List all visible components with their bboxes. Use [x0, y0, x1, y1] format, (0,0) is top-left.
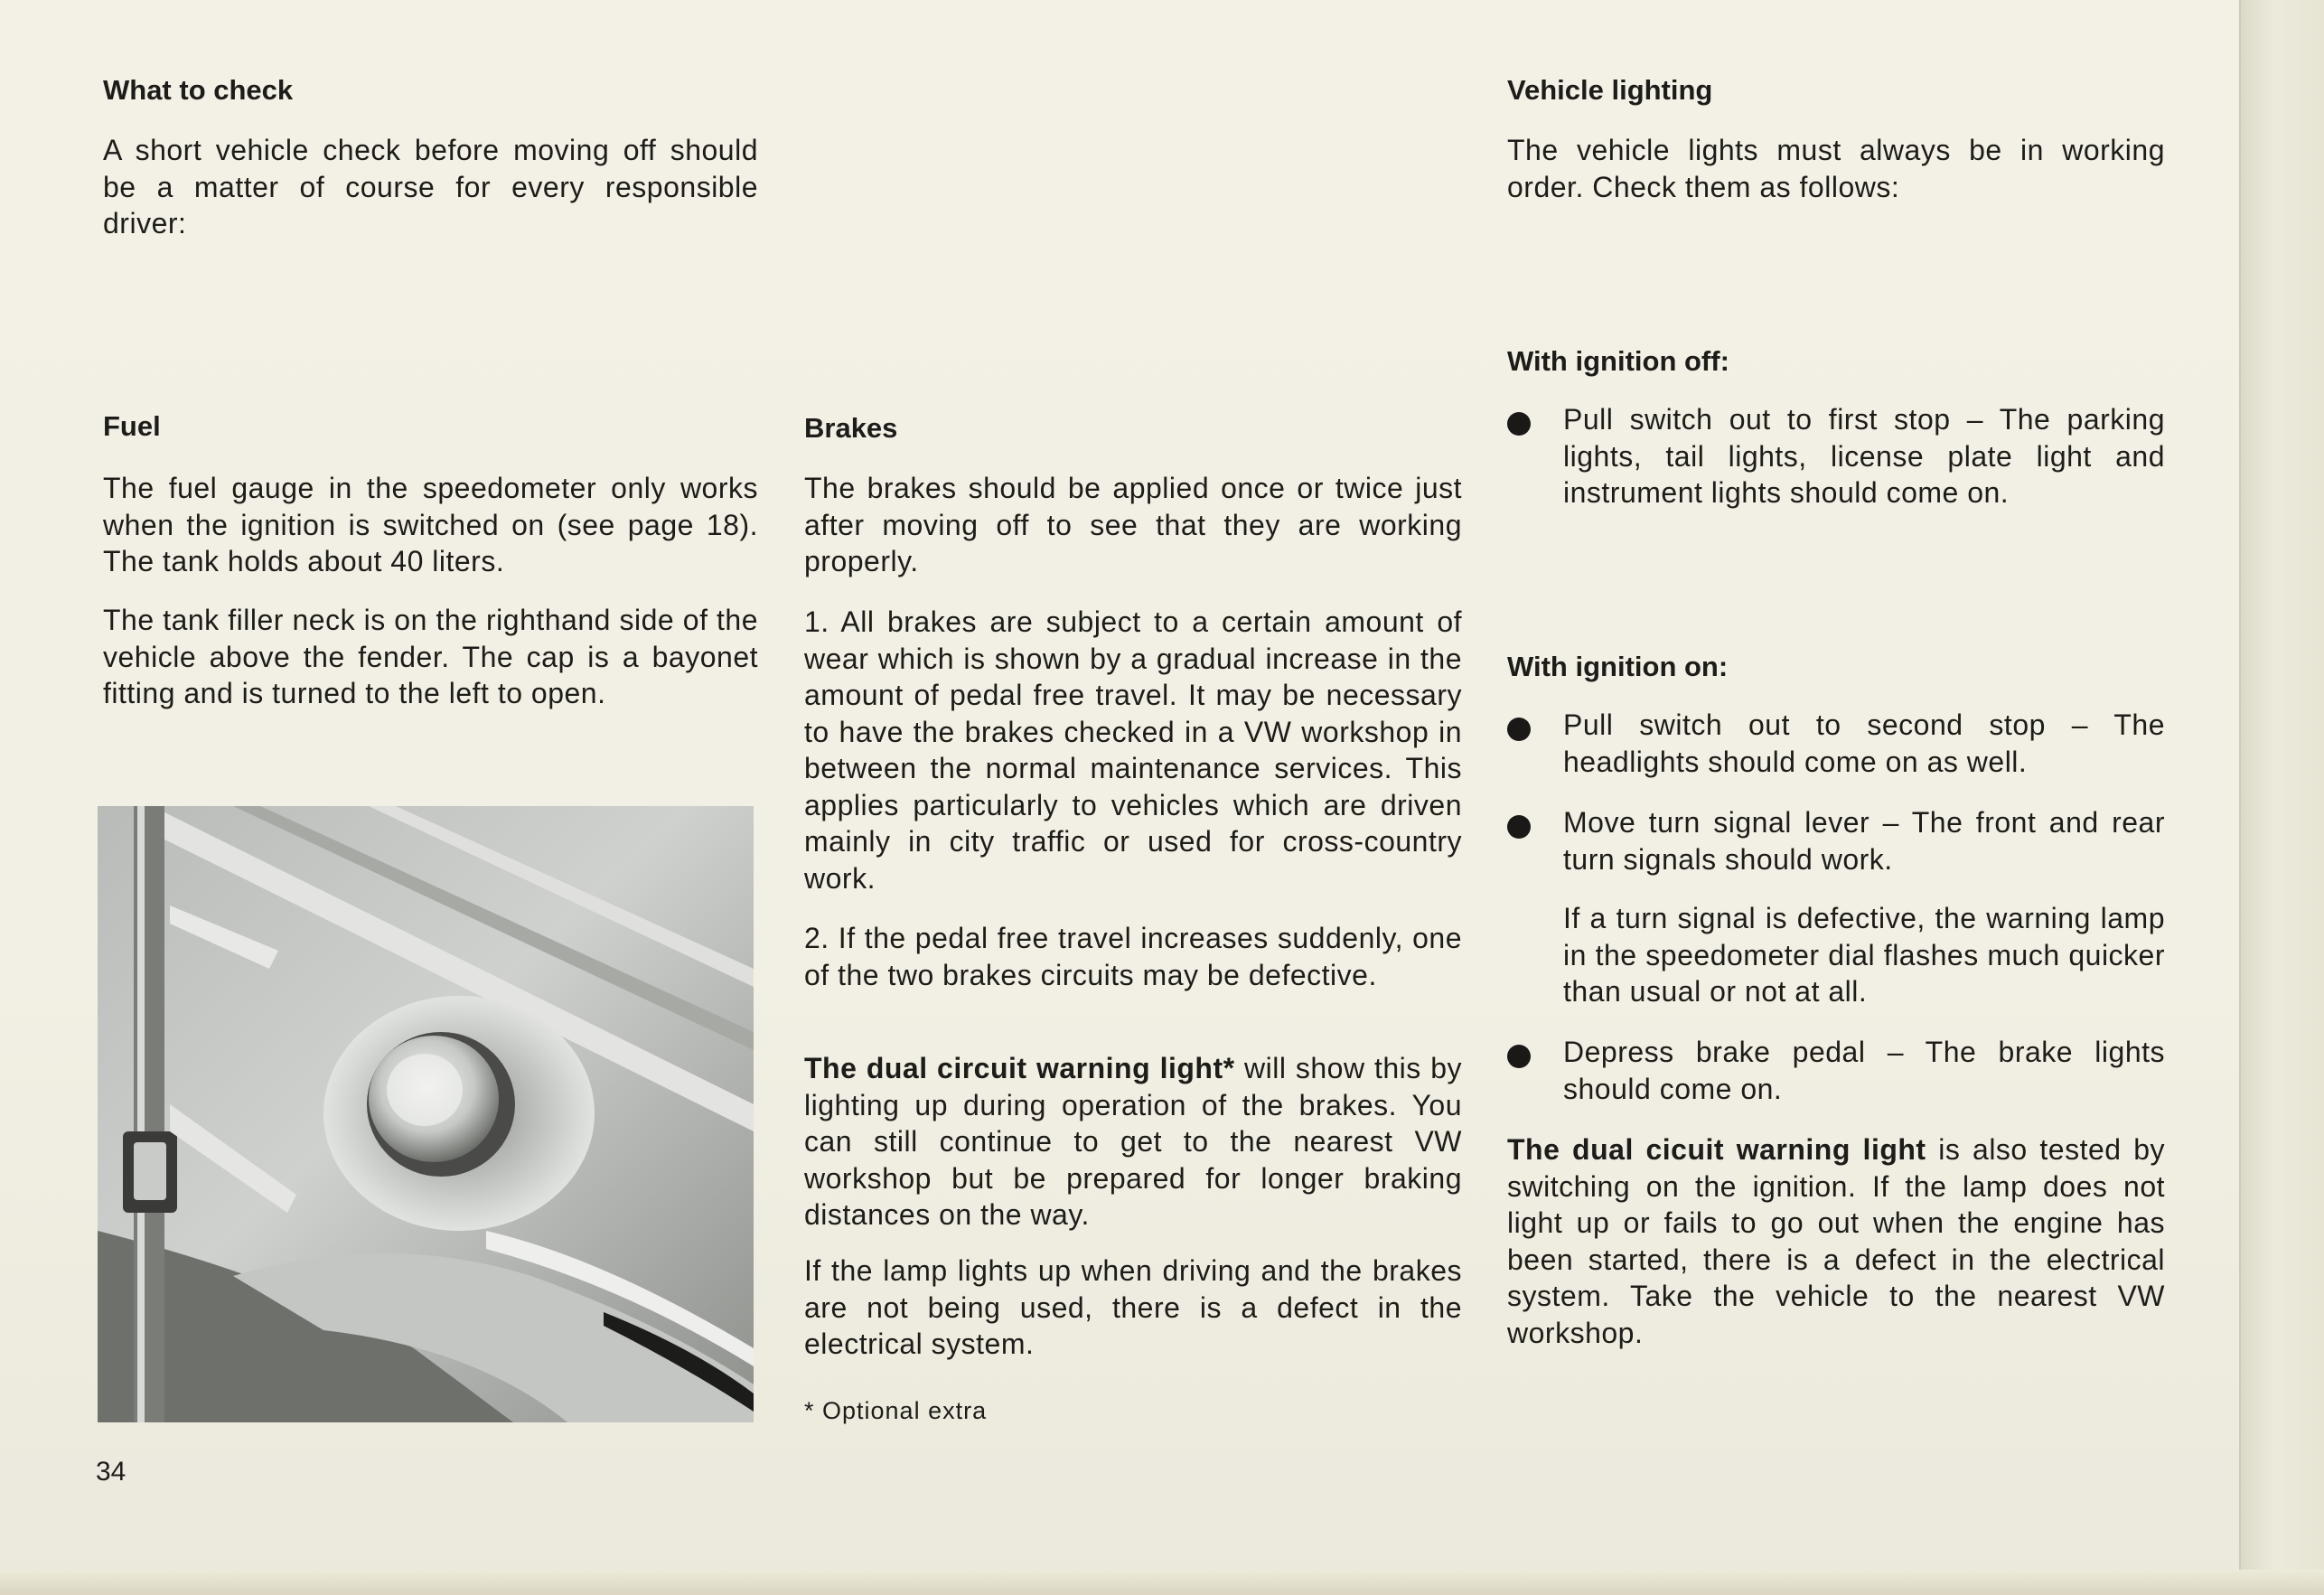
dual-circuit-test-text: is also tested by switching on the ignition. If the lamp does not light up or fails to go out when the engine has been started, there is a defect in the electrical system. Take the vehicle to the nearest VW workshop.: [1507, 1133, 2166, 1349]
bullet-icon: [1507, 718, 1531, 741]
turn-signal-defect-note: If a turn signal is defective, the warning lamp in the speedometer dial flashes much quicker than usual or not at all.: [1563, 902, 2165, 1008]
brakes-item-2: 2. If the pedal free travel increases suddenly, one of the two brakes circuits may be defective.: [804, 922, 1462, 991]
dual-circuit-test-paragraph: [1507, 1131, 2165, 1351]
dual-circuit-paragraph: [804, 1050, 1462, 1234]
vehicle-lighting-intro: The vehicle lights must always be in working order. Check them as follows:: [1507, 134, 2165, 203]
vehicle-lighting-heading: Vehicle lighting: [1507, 74, 1713, 106]
ignition-off-heading: With ignition off:: [1507, 345, 1729, 377]
fuel-heading: Fuel: [103, 410, 161, 442]
ignition-on-heading: With ignition on:: [1507, 651, 1729, 682]
ignition-on-bullet-3-text: Depress brake pedal – The brake lights should come on.: [1563, 1036, 2165, 1105]
bullet-icon: [1507, 815, 1531, 839]
optional-extra-footnote: * Optional extra: [804, 1397, 988, 1424]
bullet-icon: [1507, 412, 1531, 436]
dual-circuit-term: The dual circuit warning light: [804, 1052, 1223, 1084]
fuel-paragraph-2: The tank filler neck is on the righthand side of the vehicle above the fender. The cap is a bayonet fitting and is turned to the left to open.: [103, 604, 758, 709]
brakes-heading: Brakes: [804, 412, 898, 444]
ignition-on-bullet-2-text: Move turn signal lever – The front and rear turn signals should work.: [1563, 806, 2165, 876]
fuel-paragraph-1: The fuel gauge in the speedometer only works when the ignition is switched on (see page 18). The tank holds about 40 liters.: [103, 472, 758, 577]
ignition-off-bullet-1-text: Pull switch out to first stop – The parking lights, tail lights, license plate light and instrument lights should come on.: [1563, 403, 2165, 509]
dual-circuit-test-term: The dual cicuit warning light: [1507, 1133, 1926, 1166]
what-to-check-heading: What to check: [103, 74, 294, 106]
fuel-filler-cap-photo: [98, 806, 754, 1422]
lamp-paragraph: If the lamp lights up when driving and the brakes are not being used, there is a defect in the electrical system.: [804, 1254, 1462, 1360]
dual-circuit-text: will show this by lighting up during operation of the brakes. You can still continue to get to the nearest VW workshop but be prepared for longer braking distances on the way.: [804, 1052, 1462, 1231]
bullet-icon: [1507, 1045, 1531, 1068]
what-to-check-text: A short vehicle check before moving off should be a matter of course for every responsible driver:: [103, 134, 758, 239]
ignition-on-bullet-1-text: Pull switch out to second stop – The headlights should come on as well.: [1563, 708, 2165, 778]
page-bottom-edge: [0, 1570, 2324, 1595]
page-number: 34: [96, 1457, 127, 1487]
page-gutter: [2239, 0, 2324, 1595]
brakes-intro: The brakes should be applied once or twice just after moving off to see that they are working properly.: [804, 472, 1462, 577]
brakes-item-1: 1. All brakes are subject to a certain amount of wear which is shown by a gradual increase in the amount of pedal free travel. It may be necessary to have the brakes checked in a VW workshop in between the normal maintenance services. This applies particularly to vehicles which are driven mainly in city traffic or used for cross-country work.: [804, 605, 1462, 895]
optional-star: *: [1223, 1052, 1235, 1084]
